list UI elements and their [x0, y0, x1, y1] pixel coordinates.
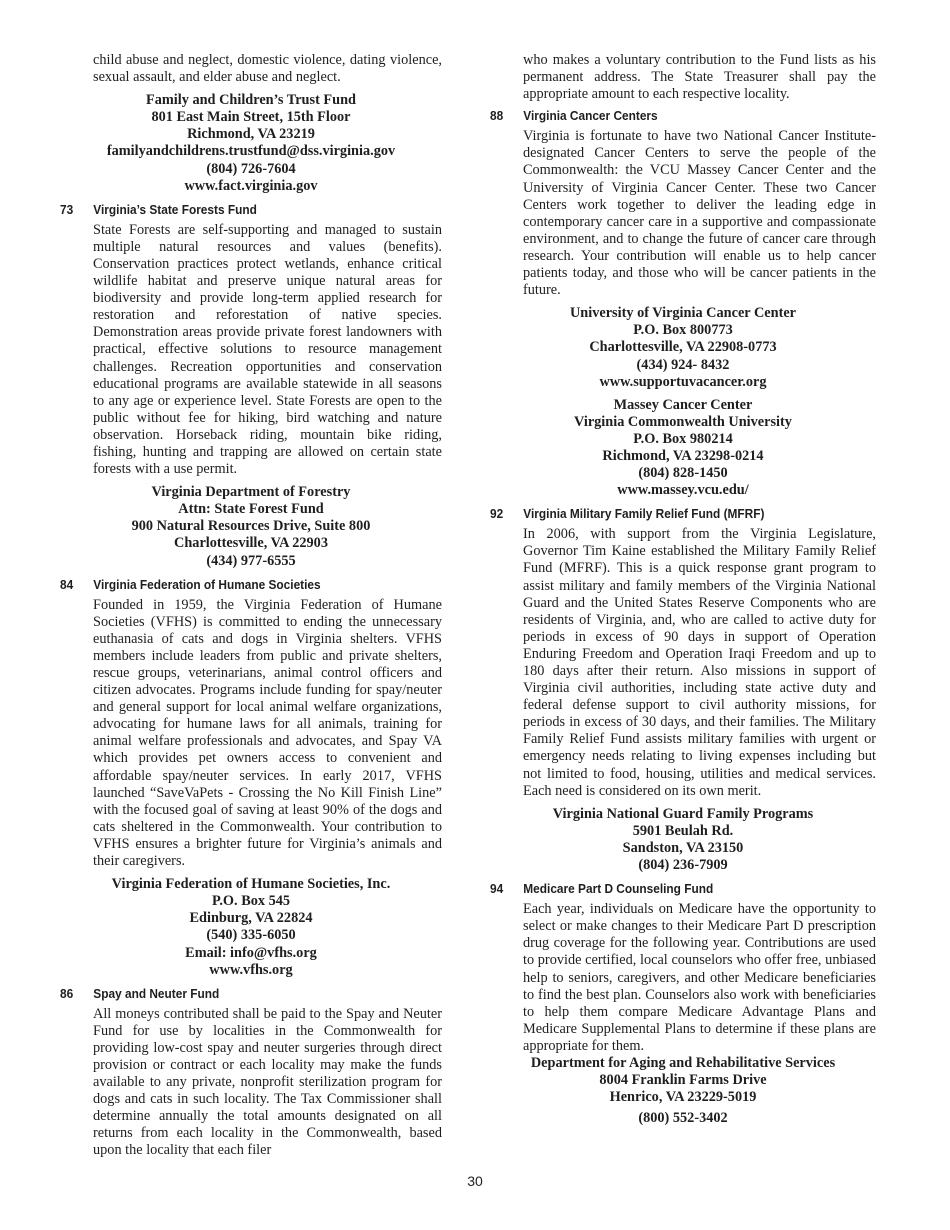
address-line: 801 East Main Street, 15th Floor — [151, 109, 351, 126]
continued-paragraph: child abuse and neglect, domestic violence, dating violence, sexual assault, and elder abuse and neglect. — [93, 52, 442, 86]
section-number: 88 — [490, 108, 504, 124]
address-line: 8004 Franklin Farms Drive — [599, 1072, 767, 1089]
vfhs-address — [60, 876, 442, 979]
section-number: 86 — [60, 985, 74, 1001]
section-title: Virginia Federation of Humane Societies — [93, 576, 321, 592]
section-text: Each year, individuals on Medicare have the opportunity to select or make changes to their Medicare Part D prescription drug coverage for the following year. Contributions are used to provide certified, local counselors who offer free, unbiased help to seniors, caregivers, and other Medicare beneficiaries to find the best plan. Counselors also work with beneficiaries to help them compare Medicare Advantage Plans and Medicare Supplemental Plans to determine if these plans are appropriate for them. — [523, 901, 876, 1054]
address-line: Richmond, VA 23219 — [187, 126, 315, 143]
section-text: All moneys contributed shall be paid to the Spay and Neuter Fund for use by localities in the Commonwealth for providing low-cost spay and neuter surgeries through direct provision or contract or each locality may make the funds available to any private, nonprofit sterilization program for dogs and cats in such locality. The Tax Commissioner shall determine annually the total amounts designated on all returns from each locality in the Commonwealth, based upon the locality that each filer — [93, 1005, 442, 1159]
fact-address — [60, 92, 442, 195]
address-line: 900 Natural Resources Drive, Suite 800 — [131, 518, 371, 535]
address-line: www.massey.vcu.edu/ — [617, 482, 749, 499]
address-line: Attn: State Forest Fund — [178, 501, 324, 518]
address-line: P.O. Box 545 — [211, 893, 291, 910]
address-line: 5901 Beulah Rd. — [632, 822, 734, 839]
address-line: Charlottesville, VA 22903 — [174, 535, 328, 552]
address-line: Richmond, VA 23298-0214 — [602, 447, 764, 464]
section-title: Virginia Military Family Relief Fund (MFRF) — [523, 506, 765, 522]
address-line: Email: info@vfhs.org — [185, 944, 317, 961]
address-line: (540) 335-6050 — [206, 927, 296, 944]
aging-services-address — [490, 1055, 876, 1127]
address-line: www.supportuvacancer.org — [599, 373, 767, 390]
address-line: Edinburg, VA 22824 — [189, 910, 313, 927]
address-line: Virginia Federation of Humane Societies, Inc. — [111, 876, 391, 893]
page-number: 30 — [467, 1173, 483, 1189]
address-line: Virginia Department of Forestry — [151, 484, 351, 501]
address-line: Charlottesville, VA 22908-0773 — [589, 339, 777, 356]
right-column — [490, 52, 876, 1127]
section-number: 92 — [490, 506, 504, 522]
uva-cancer-address — [490, 305, 876, 390]
address-line: (804) 236-7909 — [638, 857, 728, 874]
address-line: (804) 828-1450 — [638, 465, 728, 482]
section-number: 73 — [60, 201, 74, 217]
continued-paragraph: who makes a voluntary contribution to the Fund lists as his permanent address. The State Treasurer shall pay the appropriate amount to each respective locality. — [523, 52, 876, 103]
address-line: Henrico, VA 23229-5019 — [609, 1089, 757, 1106]
address-line: P.O. Box 980214 — [633, 430, 733, 447]
address-line: P.O. Box 800773 — [633, 322, 733, 339]
address-line: www.fact.virginia.gov — [184, 177, 318, 194]
section-title: Medicare Part D Counseling Fund — [523, 881, 714, 897]
section-number: 84 — [60, 576, 74, 592]
section-text: In 2006, with support from the Virginia Legislature, Governor Tim Kaine established the Military Family Relief Fund (MFRF). This is a quick response grant program to assist military and family members of the Virginia National Guard and the United States Reserve Components who are residents of Virginia, and, who are called to active duty for periods in excess of 90 days in support of Operation Enduring Freedom and Operation Iraqi Freedom and up to 180 days after their return. Also missions in support of Virginia civil authorities, including state active duty and federal defense support to civil authority missions, for periods in excess of 30 days, and their families. The Military Family Relief Fund assists military families with urgent or emergency needs relating to living expenses including but not limited to food, housing, utilities and medical services. Each need is considered on its own merit. — [523, 526, 876, 799]
address-line: familyandchildrens.trustfund@dss.virginia.gov — [106, 143, 396, 160]
address-line: Sandston, VA 23150 — [622, 839, 744, 856]
section-heading-88 — [490, 107, 837, 124]
address-line: University of Virginia Cancer Center — [569, 305, 797, 322]
section-heading-84 — [60, 576, 404, 593]
address-line: Virginia Commonwealth University — [574, 413, 792, 430]
address-line: (434) 924- 8432 — [636, 356, 730, 373]
national-guard-address — [490, 806, 876, 874]
address-line: Family and Children’s Trust Fund — [145, 92, 356, 109]
section-number: 94 — [490, 881, 504, 897]
address-line: (434) 977-6555 — [206, 552, 296, 569]
section-text: Virginia is fortunate to have two National Cancer Institute-designated Cancer Centers to serve the people of the Commonwealth: the VCU Massey Cancer Center and the University of Virginia Cancer Center. These two Cancer Centers work together to deliver the leading edge in contemporary cancer care in a supportive and compassionate environment, and to change the future of cancer care through research. Your contribution will enable us to help cancer patients today, and those who will be cancer patients in the future. — [523, 128, 876, 299]
massey-cancer-address — [490, 397, 876, 500]
section-heading-86 — [60, 985, 404, 1002]
section-heading-73 — [60, 201, 404, 218]
address-line: (804) 726-7604 — [206, 160, 296, 177]
section-title: Virginia’s State Forests Fund — [93, 201, 257, 217]
address-line: (800) 552-3402 — [638, 1110, 728, 1127]
address-line: www.vfhs.org — [209, 961, 293, 978]
address-line: Virginia National Guard Family Programs — [552, 805, 814, 822]
address-line: Department for Aging and Rehabilitative Services — [530, 1054, 836, 1071]
left-column — [60, 52, 442, 1160]
section-title: Virginia Cancer Centers — [523, 108, 658, 124]
section-text: Founded in 1959, the Virginia Federation of Humane Societies (VFHS) is committed to ending the unnecessary euthanasia of cats and dogs in Virginia shelters. VFHS members include leaders from public and private shelters, rescue groups, veterinarians, animal control officers and citizen advocates. Programs include funding for spay/neuter and general support for local animal welfare organizations, advocating for humane laws for all animals, training for animal welfare professionals and advocates, and Spay VA which provides pet owners access to convenient and affordable spay/neuter services. In early 2017, VFHS launched “SaveVaPets - Crossing the No Kill Finish Line” with the focused goal of saving at least 90% of the dogs and cats sheltered in the Commonwealth. Your contribution to VFHS ensures a brighter future for Virginia’s animals and their caregivers. — [93, 596, 442, 870]
section-text: State Forests are self-supporting and managed to sustain multiple natural resources and values (benefits). Conservation practices protect wetlands, enhance critical wildlife habitat and preserve unique natural areas for biodiversity and provide long-term applied research for restoration and reforestation of native species. Demonstration areas provide private forest landowners with practical, effective solutions to resource management challenges. Recreation opportunities and conservation educational programs are available statewide in all seasons to any age or experience level. State Forests are open to the public without fee for hiking, bird watching and nature observation. Horseback riding, mountain bike riding, fishing, hunting and trapping are allowed on certain state forests with a use permit. — [93, 221, 442, 478]
section-heading-94 — [490, 880, 837, 897]
address-line: Massey Cancer Center — [613, 396, 753, 413]
section-title: Spay and Neuter Fund — [93, 985, 220, 1001]
forestry-address — [60, 484, 442, 569]
section-heading-92 — [490, 505, 837, 522]
